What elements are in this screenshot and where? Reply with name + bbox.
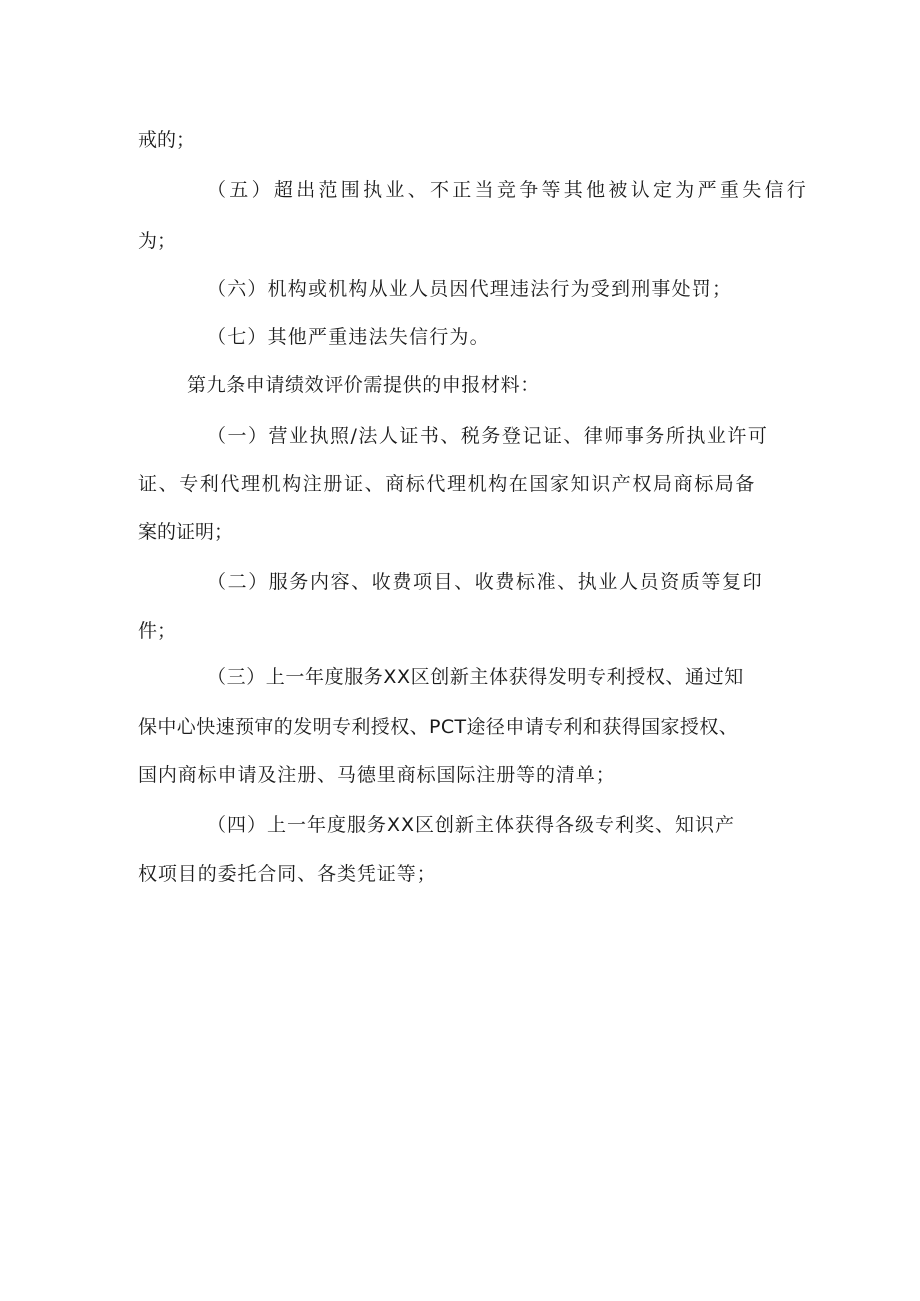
- text-line-1: 戒的；: [138, 129, 196, 151]
- text-line-9: 案的证明；: [138, 521, 234, 543]
- text-line-15: （四）上一年度服务XX区创新主体获得各级专利奖、知识产: [207, 814, 736, 836]
- text-line-10: （二）服务内容、收费项目、收费标准、执业人员资质等复印: [207, 571, 764, 593]
- text-line-7: （一）营业执照/法人证书、税务登记证、律师事务所执业许可: [207, 425, 769, 447]
- text-line-16: 权项目的委托合同、各类凭证等；: [138, 863, 437, 885]
- text-line-13: 保中心快速预审的发明专利授权、PCT途径申请专利和获得国家授权、: [138, 716, 739, 738]
- text-line-4: （六）机构或机构从业人员因代理违法行为受到刑事处罚；: [207, 278, 733, 300]
- text-line-3: 为；: [138, 230, 177, 252]
- text-line-12: （三）上一年度服务XX区创新主体获得发明专利授权、通过知: [207, 666, 744, 688]
- article-heading: 第九条申请绩效评价需提供的申报材料：: [187, 374, 540, 396]
- text-line-5: （七）其他严重违法失信行为。: [207, 326, 490, 348]
- text-line-8: 证、专利代理机构注册证、商标代理机构在国家知识产权局商标局备: [138, 473, 757, 495]
- text-line-11: 件；: [138, 620, 177, 642]
- text-line-2: （五）超出范围执业、不正当竞争等其他被认定为严重失信行: [207, 179, 810, 201]
- text-line-14: 国内商标申请及注册、马德里商标国际注册等的清单；: [138, 764, 616, 786]
